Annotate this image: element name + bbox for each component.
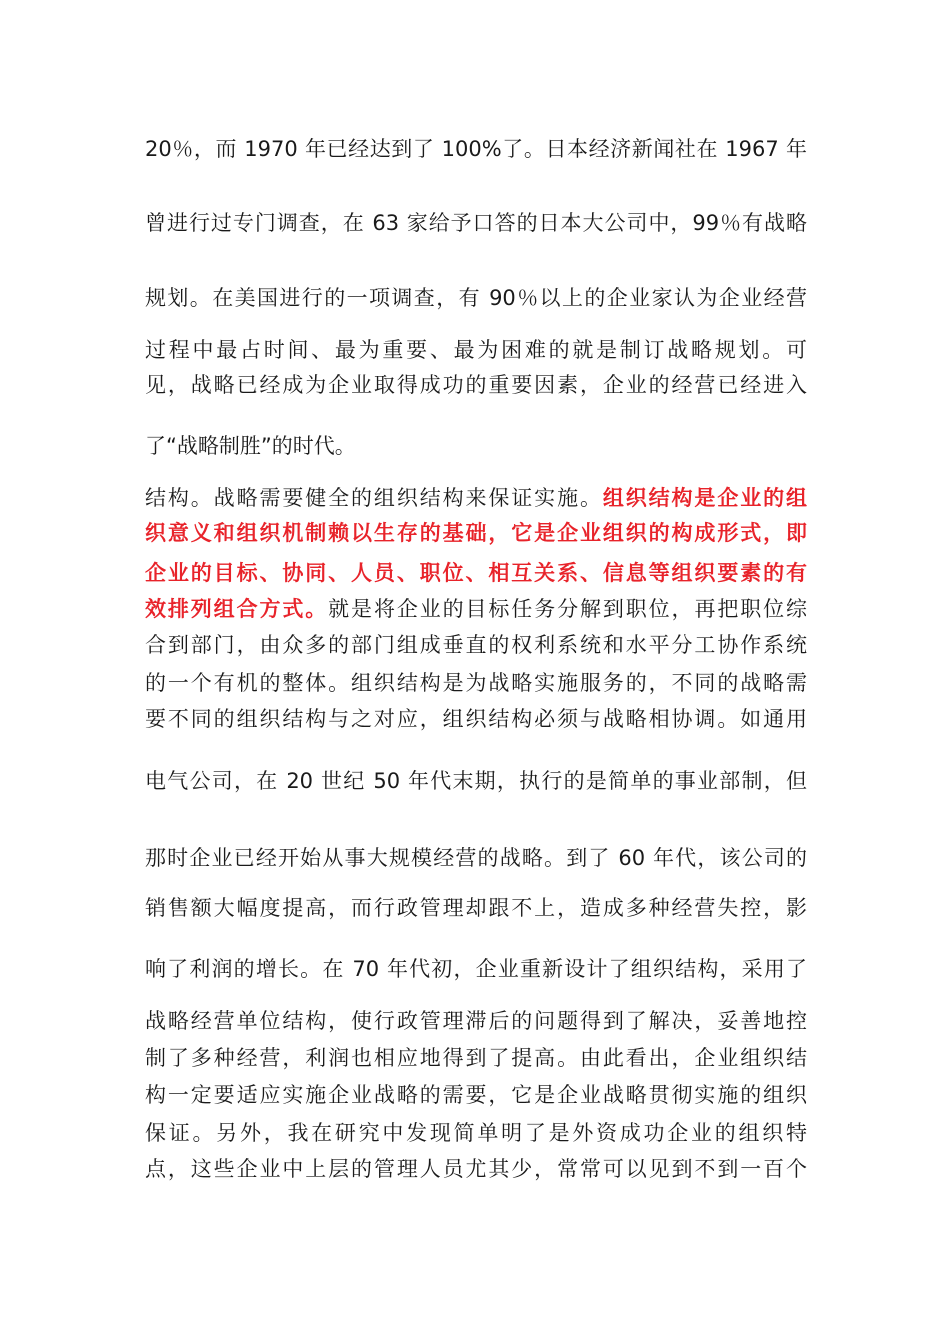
text-line: 要不同的组织结构与之对应，组织结构必须与战略相协调。如通用 [145,707,807,731]
text-line: 曾进行过专门调查，在 63 家给予口答的日本大公司中，99％有战略 [145,211,807,235]
text-line: 响了利润的增长。在 70 年代初，企业重新设计了组织结构，采用了 [145,957,807,981]
text-line: 那时企业已经开始从事大规模经营的战略。到了 60 年代，该公司的 [145,846,807,870]
text-line: 过程中最占时间、最为重要、最为困难的就是制订战略规划。可 [145,338,807,362]
text-line: 战略经营单位结构，使行政管理滞后的问题得到了解决，妥善地控 [145,1009,807,1033]
text-run: 就是将企业的目标任务分解到职位，再把职位综 [328,597,807,621]
text-line: 构一定要适应实施企业战略的需要，它是企业战略贯彻实施的组织 [145,1083,807,1107]
text-run: 结构。战略需要健全的组织结构来保证实施。 [145,486,603,510]
highlighted-text-line: 企业的目标、协同、人员、职位、相互关系、信息等组织要素的有 [145,561,807,585]
text-line: 了“战略制胜”的时代。 [145,434,356,458]
text-line: 电气公司，在 20 世纪 50 年代末期，执行的是简单的事业部制，但 [145,769,807,793]
text-line [145,594,807,624]
highlighted-text-line: 织意义和组织机制赖以生存的基础，它是企业组织的构成形式，即 [145,521,807,545]
text-line: 见，战略已经成为企业取得成功的重要因素，企业的经营已经进入 [145,373,807,397]
text-line: 20％，而 1970 年已经达到了 100%了。日本经济新闻社在 1967 年 [145,137,807,161]
text-line: 点，这些企业中上层的管理人员尤其少，常常可以见到不到一百个 [145,1157,807,1181]
text-line [145,483,807,513]
text-line: 销售额大幅度提高，而行政管理却跟不上，造成多种经营失控，影 [145,896,807,920]
text-line: 制了多种经营，利润也相应地得到了提高。由此看出，企业组织结 [145,1046,807,1070]
text-line: 的一个有机的整体。组织结构是为战略实施服务的，不同的战略需 [145,671,807,695]
highlighted-text: 组织结构是企业的组 [602,486,807,510]
highlighted-text: 效排列组合方式。 [145,597,329,621]
text-line: 合到部门，由众多的部门组成垂直的权利系统和水平分工协作系统 [145,633,807,657]
text-line: 保证。另外，我在研究中发现简单明了是外资成功企业的组织特 [145,1121,807,1145]
text-line: 规划。在美国进行的一项调查，有 90％以上的企业家认为企业经营 [145,286,807,310]
